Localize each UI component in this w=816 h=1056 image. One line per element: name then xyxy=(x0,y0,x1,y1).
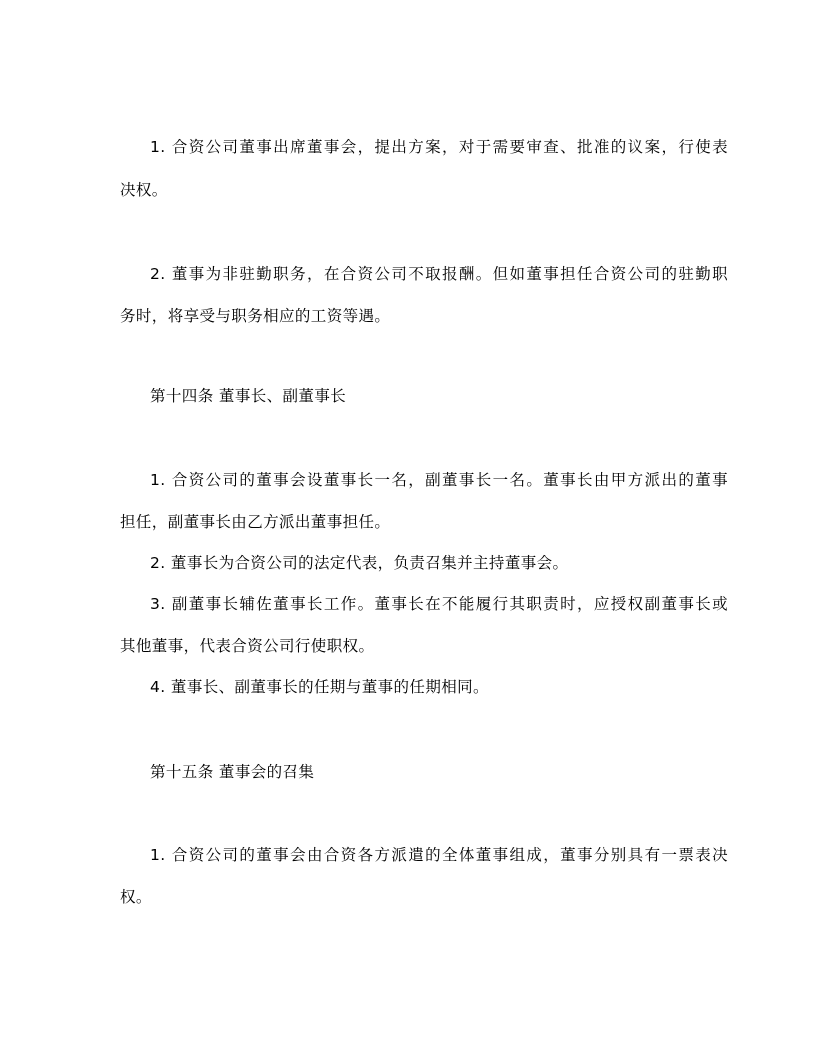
paragraph-line: 务时，将享受与职务相应的工资等遇。 xyxy=(120,307,391,325)
paragraph-line: 4. 董事长、副董事长的任期与董事的任期相同。 xyxy=(150,678,489,696)
paragraph-line: 担任，副董事长由乙方派出董事担任。 xyxy=(120,513,391,531)
paragraph-line: 1. 合资公司的董事会由合资各方派遣的全体董事组成，董事分别具有一票表决 xyxy=(150,846,728,864)
article-heading: 第十五条 董事会的召集 xyxy=(150,763,315,781)
paragraph-line: 2. 董事长为合资公司的法定代表，负责召集并主持董事会。 xyxy=(150,554,569,572)
paragraph-line: 3. 副董事长辅佐董事长工作。董事长在不能履行其职责时，应授权副董事长或 xyxy=(150,595,728,613)
article-heading: 第十四条 董事长、副董事长 xyxy=(150,387,347,405)
paragraph-line: 1. 合资公司董事出席董事会，提出方案，对于需要审查、批准的议案，行使表 xyxy=(150,138,728,156)
paragraph-line: 1. 合资公司的董事会设董事长一名，副董事长一名。董事长由甲方派出的董事 xyxy=(150,471,728,489)
paragraph-line: 2. 董事为非驻勤职务，在合资公司不取报酬。但如董事担任合资公司的驻勤职 xyxy=(150,265,728,283)
paragraph-line: 其他董事，代表合资公司行使职权。 xyxy=(120,637,375,655)
paragraph-line: 决权。 xyxy=(120,181,168,199)
paragraph-line: 权。 xyxy=(120,888,152,906)
